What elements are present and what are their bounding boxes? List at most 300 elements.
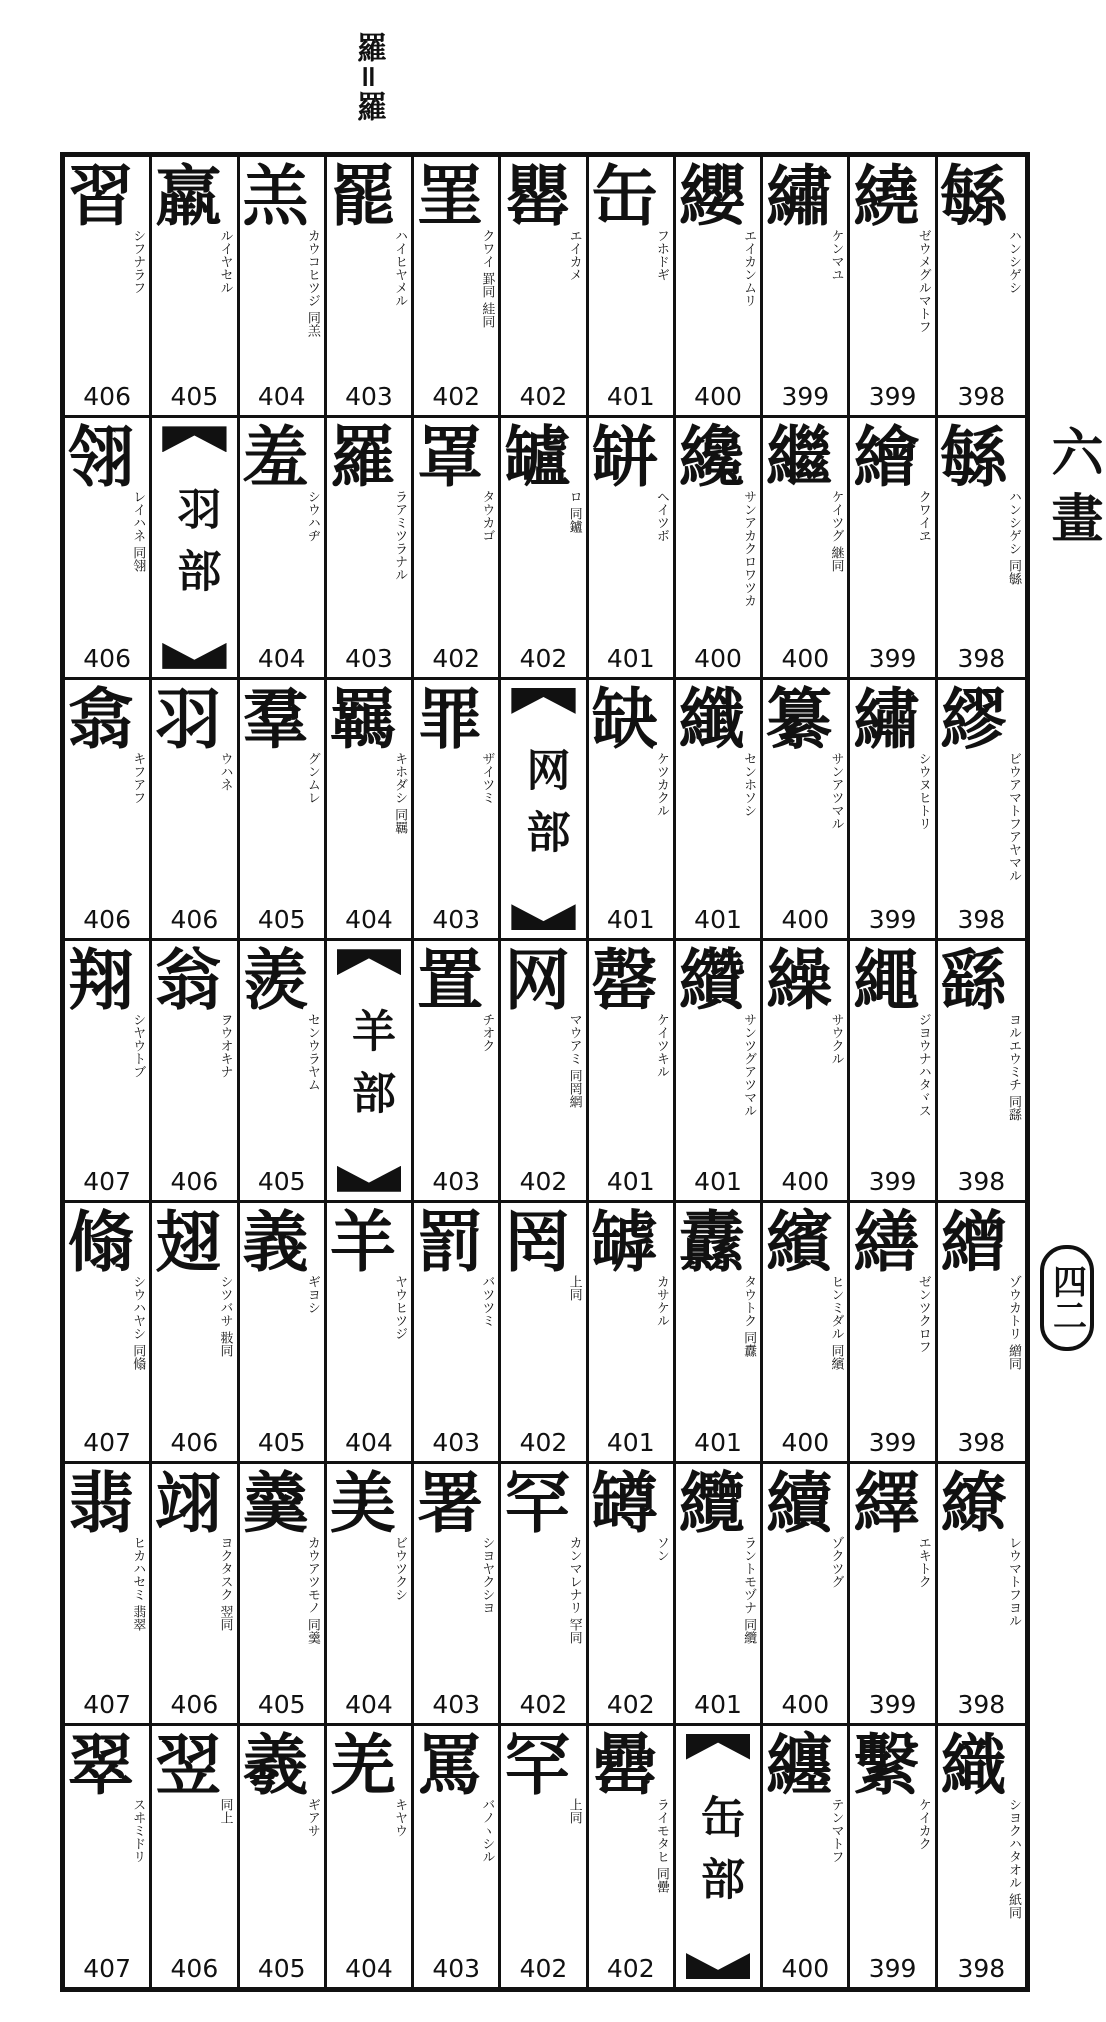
- entry-number: 399: [868, 905, 917, 935]
- entry-reading: クワイヱ: [915, 490, 931, 543]
- entry-character: 繽: [766, 1202, 833, 1281]
- section-label: 六畫: [1042, 425, 1103, 557]
- entry-reading: ルイヤセル: [217, 229, 233, 294]
- entry-character: 罅: [591, 1202, 658, 1281]
- character-entry: [763, 418, 850, 679]
- entry-number: 400: [781, 1689, 830, 1719]
- radical-bottom-marker: [686, 1953, 750, 1979]
- entry-number: 404: [345, 1953, 393, 1983]
- entry-number: 400: [694, 643, 742, 673]
- entry-number: 402: [432, 382, 481, 412]
- page-header: 羅=羅: [351, 32, 386, 124]
- character-entry: [589, 680, 676, 941]
- entry-reading: ヒカハセミ 翡翠: [130, 1536, 146, 1632]
- entry-number: 400: [781, 643, 830, 673]
- entry-reading: キホダシ 同羈: [392, 751, 408, 834]
- entry-character: 繹: [853, 1464, 920, 1543]
- character-entry: [240, 941, 327, 1202]
- character-entry: [676, 680, 763, 941]
- entry-character: 美: [329, 1464, 396, 1543]
- character-entry: [414, 418, 501, 679]
- entry-reading: テンマトフ: [828, 1797, 844, 1863]
- entry-number: 402: [606, 1689, 655, 1719]
- entry-reading: ヘイツボ: [653, 490, 669, 543]
- entry-reading: 上同: [566, 1797, 582, 1824]
- entry-character: 翔: [68, 941, 134, 1020]
- entry-character: 缶: [591, 157, 658, 235]
- entry-reading: ロ 同鑪: [566, 490, 582, 534]
- entry-character: 羅: [329, 418, 396, 497]
- entry-reading: ハンシゲシ 同緐: [1006, 490, 1021, 586]
- entry-character: 羽: [155, 679, 222, 758]
- entry-reading: シフナラフ: [130, 229, 146, 294]
- character-entry: [240, 1203, 327, 1464]
- entry-character: 翛: [68, 1202, 134, 1281]
- entry-number: 401: [694, 1166, 742, 1196]
- character-entry: [65, 941, 152, 1202]
- radical-top-marker: [162, 426, 226, 452]
- entry-character: 繫: [853, 1725, 920, 1804]
- character-entry: [414, 1464, 501, 1725]
- entry-character: 罌: [504, 157, 571, 235]
- entry-number: 402: [519, 643, 568, 673]
- entry-number: 402: [519, 1689, 568, 1719]
- entry-character: 繡: [853, 679, 920, 758]
- entry-number: 402: [519, 1428, 568, 1458]
- entry-character: 繡: [766, 157, 833, 235]
- entry-reading: ヤウヒツジ: [392, 1274, 408, 1340]
- entry-number: 401: [694, 1428, 742, 1458]
- entry-number: 398: [957, 382, 1006, 412]
- entry-reading: ラアミツラナル: [392, 490, 408, 582]
- entry-character: 纔: [678, 418, 745, 497]
- entry-reading: エイカンムリ: [741, 229, 757, 307]
- entry-character: 繪: [853, 418, 920, 497]
- entry-number: 404: [345, 1428, 393, 1458]
- character-entry: [65, 680, 152, 941]
- character-entry: [676, 157, 763, 418]
- entry-reading: サンアツマル: [828, 751, 844, 830]
- entry-number: 406: [170, 1428, 219, 1458]
- character-entry: [240, 1726, 327, 1987]
- character-entry: [152, 157, 239, 418]
- entry-reading: サンアカクロワツカ: [741, 490, 757, 608]
- entry-character: 繰: [766, 941, 833, 1020]
- radical-top-marker: [337, 949, 401, 975]
- character-entry: [589, 1464, 676, 1725]
- entry-character: 翡: [68, 1464, 134, 1543]
- entry-character: 纖: [678, 679, 745, 758]
- entry-character: 續: [766, 1464, 833, 1543]
- character-entry: [850, 680, 937, 941]
- entry-character: 羌: [329, 1725, 396, 1804]
- entry-reading: サウクル: [828, 1013, 844, 1066]
- entry-character: 羹: [242, 1464, 309, 1543]
- entry-reading: キフアフ: [130, 751, 146, 804]
- character-entry: [240, 157, 327, 418]
- entry-reading: シツバサ 翄同: [217, 1274, 233, 1357]
- entry-character: 繆: [940, 679, 1007, 758]
- entry-reading: ウハネ: [217, 751, 233, 791]
- radical-header-cell: [676, 1726, 763, 1987]
- character-entry: [501, 1726, 588, 1987]
- entry-reading: ハイヒヤメル: [392, 229, 408, 307]
- entry-reading: エキトク: [915, 1536, 931, 1589]
- entry-character: 纓: [678, 157, 745, 235]
- entry-number: 406: [170, 905, 219, 935]
- entry-reading: カサケル: [653, 1274, 669, 1327]
- entry-number: 405: [257, 1953, 306, 1983]
- entry-number: 403: [345, 643, 393, 673]
- entry-number: 402: [432, 643, 481, 673]
- entry-reading: ゼンツクロフ: [915, 1274, 931, 1353]
- entry-number: 401: [606, 905, 655, 935]
- entry-reading: ケイツグ 継同: [828, 490, 844, 573]
- character-entry: [501, 941, 588, 1202]
- entry-reading: ライモタヒ 同罍: [653, 1797, 669, 1893]
- character-entry: [763, 1203, 850, 1464]
- entry-character: 罰: [417, 1202, 484, 1281]
- page-number: 四二: [1040, 1245, 1094, 1351]
- entry-reading: カウコヒツジ 同羔: [304, 229, 320, 338]
- entry-number: 403: [432, 1166, 481, 1196]
- character-entry: [938, 941, 1025, 1202]
- character-entry: [676, 418, 763, 679]
- character-entry: [676, 1464, 763, 1725]
- entry-reading: マウアミ 同罔網: [566, 1013, 582, 1109]
- character-entry: [152, 1464, 239, 1725]
- entry-reading: ビウツクシ: [392, 1536, 408, 1602]
- character-entry: [850, 157, 937, 418]
- character-entry: [850, 941, 937, 1202]
- entry-character: 罪: [417, 679, 484, 758]
- entry-character: 習: [68, 157, 134, 235]
- entry-number: 403: [432, 1953, 481, 1983]
- entry-character: 繼: [766, 418, 833, 497]
- entry-reading: カンマレナリ 罕同: [566, 1536, 582, 1645]
- character-entry: [152, 680, 239, 941]
- entry-number: 404: [345, 905, 393, 935]
- entry-character: 纏: [766, 1725, 833, 1804]
- entry-number: 398: [957, 1428, 1006, 1458]
- character-entry: [850, 418, 937, 679]
- character-entry: [414, 1203, 501, 1464]
- entry-number: 407: [83, 1166, 131, 1196]
- character-entry: [589, 941, 676, 1202]
- character-entry: [240, 418, 327, 679]
- entry-number: 398: [957, 1166, 1006, 1196]
- entry-number: 407: [83, 1689, 131, 1719]
- character-entry: [501, 157, 588, 418]
- character-entry: [763, 941, 850, 1202]
- entry-number: 398: [957, 905, 1006, 935]
- entry-character: 罄: [591, 941, 658, 1020]
- entry-number: 401: [606, 643, 655, 673]
- character-entry: [763, 1726, 850, 1987]
- character-entry: [327, 680, 414, 941]
- entry-character: 纛: [678, 1202, 745, 1281]
- entry-reading: シウハヤシ 同翛: [130, 1274, 146, 1370]
- character-entry: [65, 1464, 152, 1725]
- entry-character: 罕: [504, 1464, 571, 1543]
- character-entry: [152, 941, 239, 1202]
- radical-label: 缶部: [693, 1794, 745, 1919]
- entry-reading: ケイカク: [915, 1797, 931, 1850]
- entry-character: 罇: [591, 1464, 658, 1543]
- entry-number: 405: [257, 905, 306, 935]
- character-entry: [414, 157, 501, 418]
- character-entry: [152, 1726, 239, 1987]
- entry-character: 缺: [591, 679, 658, 758]
- entry-character: 翕: [68, 679, 134, 758]
- entry-reading: ケツカクル: [653, 751, 669, 817]
- entry-number: 399: [868, 1953, 917, 1983]
- entry-reading: タウトク 同纛: [741, 1274, 757, 1357]
- character-entry: [414, 1726, 501, 1987]
- radical-header-cell: [327, 941, 414, 1202]
- entry-character: 罩: [417, 418, 484, 497]
- entry-number: 406: [170, 1689, 219, 1719]
- entry-number: 399: [868, 643, 917, 673]
- entry-reading: シウハヂ: [304, 490, 320, 543]
- entry-reading: ビウアマトフアヤマル: [1006, 751, 1021, 882]
- entry-reading: ザイツミ: [479, 751, 495, 804]
- entry-reading: ギヨシ: [304, 1274, 320, 1314]
- radical-label: 网部: [518, 747, 570, 872]
- entry-character: 繚: [940, 1464, 1007, 1543]
- entry-character: 罔: [504, 1202, 571, 1281]
- entry-number: 402: [519, 1166, 568, 1196]
- entry-character: 纘: [678, 941, 745, 1020]
- entry-number: 403: [432, 1428, 481, 1458]
- entry-reading: センウラヤム: [304, 1013, 320, 1092]
- entry-number: 401: [606, 1428, 655, 1458]
- entry-character: 翁: [155, 941, 222, 1020]
- character-entry: [240, 1464, 327, 1725]
- entry-number: 398: [957, 643, 1006, 673]
- character-entry: [414, 680, 501, 941]
- character-entry: [763, 157, 850, 418]
- entry-character: 緐: [940, 418, 1007, 497]
- entry-character: 纜: [678, 1464, 745, 1543]
- entry-reading: 上同: [566, 1274, 582, 1301]
- entry-number: 399: [868, 1689, 917, 1719]
- entry-number: 399: [868, 1166, 917, 1196]
- character-entry: [763, 1464, 850, 1725]
- entry-character: 翌: [155, 1725, 222, 1804]
- entry-reading: グンムレ: [304, 751, 320, 804]
- entry-number: 400: [694, 382, 742, 412]
- entry-reading: ゼウメグルマトフ: [915, 229, 931, 333]
- character-entry: [850, 1726, 937, 1987]
- character-entry: [938, 157, 1025, 418]
- entry-reading: ハンシゲシ: [1006, 229, 1021, 294]
- radical-bottom-marker: [511, 904, 575, 930]
- entry-character: 繩: [853, 941, 920, 1020]
- character-entry: [676, 941, 763, 1202]
- character-entry: [327, 1726, 414, 1987]
- entry-number: 399: [868, 382, 917, 412]
- entry-number: 405: [257, 1428, 306, 1458]
- entry-number: 402: [606, 1953, 655, 1983]
- entry-number: 400: [781, 905, 830, 935]
- entry-character: 緐: [940, 157, 1007, 235]
- entry-number: 399: [868, 1428, 917, 1458]
- character-table: [60, 152, 1030, 1992]
- radical-bottom-marker: [162, 643, 226, 669]
- entry-character: 繞: [853, 157, 920, 235]
- entry-character: 羊: [329, 1202, 396, 1281]
- entry-reading: ソン: [653, 1536, 669, 1563]
- entry-reading: ゾウカトリ 繒同: [1006, 1274, 1021, 1370]
- character-entry: [327, 1464, 414, 1725]
- radical-top-marker: [686, 1734, 750, 1760]
- character-entry: [152, 1203, 239, 1464]
- character-entry: [327, 418, 414, 679]
- character-entry: [938, 418, 1025, 679]
- character-entry: [763, 680, 850, 941]
- entry-character: 罕: [504, 1725, 571, 1804]
- entry-number: 404: [345, 1689, 393, 1719]
- entry-character: 罏: [504, 418, 571, 497]
- entry-reading: エイカメ: [566, 229, 582, 281]
- character-entry: [65, 157, 152, 418]
- entry-character: 繒: [940, 1202, 1007, 1281]
- entry-number: 398: [957, 1953, 1006, 1983]
- entry-character: 羲: [242, 1725, 309, 1804]
- entry-number: 402: [519, 382, 568, 412]
- entry-number: 402: [519, 1953, 568, 1983]
- character-entry: [850, 1203, 937, 1464]
- character-entry: [676, 1203, 763, 1464]
- entry-number: 404: [257, 382, 306, 412]
- entry-reading: ケイツキル: [653, 1013, 669, 1079]
- entry-character: 羈: [329, 679, 396, 758]
- entry-character: 置: [417, 941, 484, 1020]
- entry-reading: ゾクツグ: [828, 1536, 844, 1589]
- entry-number: 400: [781, 1428, 830, 1458]
- entry-reading: ヲウオキナ: [217, 1013, 233, 1079]
- entry-character: 翊: [155, 1464, 222, 1543]
- entry-number: 406: [83, 382, 131, 412]
- entry-reading: シヨヤクシヨ: [479, 1536, 495, 1615]
- entry-number: 398: [957, 1689, 1006, 1719]
- entry-character: 織: [940, 1725, 1007, 1804]
- entry-number: 399: [781, 382, 830, 412]
- entry-number: 407: [83, 1953, 131, 1983]
- entry-character: 羔: [242, 157, 309, 235]
- entry-character: 罍: [591, 1725, 658, 1804]
- character-entry: [938, 1726, 1025, 1987]
- entry-reading: レイハネ 同翎: [130, 490, 146, 573]
- character-entry: [414, 941, 501, 1202]
- entry-character: 罵: [417, 1725, 484, 1804]
- entry-reading: カウアツモノ 同羹: [304, 1536, 320, 1645]
- entry-number: 406: [83, 643, 131, 673]
- character-entry: [501, 1464, 588, 1725]
- entry-number: 403: [432, 905, 481, 935]
- character-entry: [938, 1464, 1025, 1725]
- character-entry: [501, 418, 588, 679]
- entry-number: 400: [781, 1953, 830, 1983]
- entry-character: 翠: [68, 1725, 134, 1804]
- character-entry: [589, 157, 676, 418]
- entry-character: 羣: [242, 679, 309, 758]
- entry-reading: シヨクハタオル 紙同: [1006, 1797, 1021, 1919]
- entry-number: 400: [781, 1166, 830, 1196]
- character-entry: [850, 1464, 937, 1725]
- radical-header-cell: [501, 680, 588, 941]
- entry-number: 401: [694, 905, 742, 935]
- entry-reading: ヒンミダル 同繽: [828, 1274, 844, 1370]
- radical-header-cell: [152, 418, 239, 679]
- entry-reading: 同上: [217, 1797, 233, 1824]
- entry-character: 繕: [853, 1202, 920, 1281]
- entry-number: 401: [694, 1689, 742, 1719]
- entry-reading: ヨクタスク 翌同: [217, 1536, 233, 1632]
- entry-number: 404: [257, 643, 306, 673]
- character-entry: [240, 680, 327, 941]
- entry-number: 405: [257, 1689, 306, 1719]
- character-entry: [501, 1203, 588, 1464]
- entry-reading: ジヨウナハタヾス: [915, 1013, 931, 1118]
- character-entry: [65, 1203, 152, 1464]
- character-entry: [65, 418, 152, 679]
- entry-reading: フホドギ: [653, 229, 669, 281]
- entry-character: 羸: [155, 157, 222, 235]
- entry-number: 405: [170, 382, 219, 412]
- entry-character: 翎: [68, 418, 134, 497]
- radical-bottom-marker: [337, 1166, 401, 1192]
- entry-reading: タウカゴ: [479, 490, 495, 543]
- entry-number: 401: [606, 1166, 655, 1196]
- entry-reading: シウヌヒトリ: [915, 751, 931, 830]
- entry-reading: センホソシ: [741, 751, 757, 817]
- entry-reading: ヨルエウミチ 同繇: [1006, 1013, 1021, 1122]
- entry-character: 義: [242, 1202, 309, 1281]
- entry-character: 罣: [417, 157, 484, 235]
- entry-character: 罷: [329, 157, 396, 235]
- entry-reading: スヰミドリ: [130, 1797, 146, 1863]
- radical-label: 羊部: [343, 1008, 395, 1133]
- radical-top-marker: [511, 688, 575, 714]
- entry-character: 纂: [766, 679, 833, 758]
- entry-character: 网: [504, 941, 571, 1020]
- entry-character: 缾: [591, 418, 658, 497]
- entry-reading: バツツミ: [479, 1274, 495, 1327]
- radical-label: 羽部: [169, 485, 221, 610]
- entry-number: 403: [432, 1689, 481, 1719]
- entry-reading: レウマトフヨル: [1006, 1536, 1021, 1628]
- entry-character: 翅: [155, 1202, 222, 1281]
- character-entry: [938, 1203, 1025, 1464]
- entry-reading: サンツグアツマル: [741, 1013, 757, 1118]
- entry-number: 403: [345, 382, 393, 412]
- entry-reading: チオク: [479, 1013, 495, 1053]
- entry-character: 署: [417, 1464, 484, 1543]
- character-entry: [65, 1726, 152, 1987]
- entry-reading: ケンマユ: [828, 229, 844, 281]
- character-entry: [589, 1726, 676, 1987]
- entry-number: 405: [257, 1166, 306, 1196]
- entry-character: 繇: [940, 941, 1007, 1020]
- entry-number: 407: [83, 1428, 131, 1458]
- character-entry: [327, 1203, 414, 1464]
- entry-character: 羨: [242, 941, 309, 1020]
- entry-reading: バノヽシル: [479, 1797, 495, 1863]
- entry-reading: ラントモヅナ 同纜: [741, 1536, 757, 1645]
- entry-number: 406: [83, 905, 131, 935]
